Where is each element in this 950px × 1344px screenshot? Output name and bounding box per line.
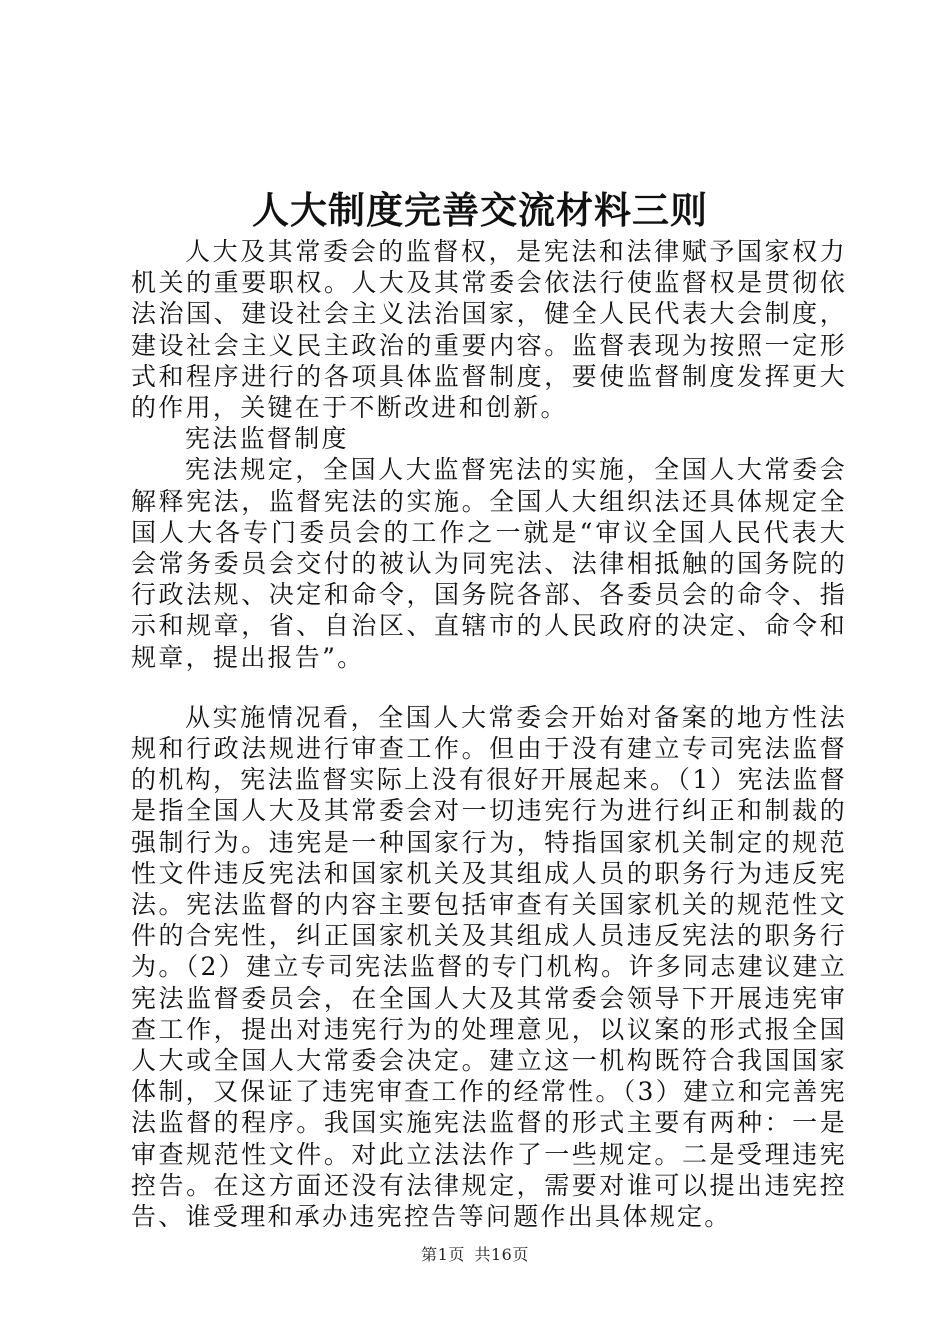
paragraph-intro: 人大及其常委会的监督权，是宪法和法律赋予国家权力机关的重要职权。人大及其常委会依法行使监督权是贯彻依法治国、建设社会主义法治国家，健全人民代表大会制度，建设社会主义民主政治的重要内容。监督表现为按照一定形式和程序进行的各项具体监督制度，要使监督制度发挥更大的作用，关键在于不断改进和创新。 — [131, 237, 847, 423]
document-title: 人大制度完善交流材料三则 — [252, 188, 708, 232]
document-body — [131, 236, 847, 1232]
paragraph-implementation: 从实施情况看，全国人大常委会开始对备案的地方性法规和行政法规进行审查工作。但由于没有建立专司宪法监督的机构，宪法监督实际上没有很好开展起来。（1）宪法监督是指全国人大及其常委会对一切违宪行为进行纠正和制裁的强制行为。违宪是一种国家行为，特指国家机关制定的规范性文件违反宪法和国家机关及其组成人员的职务行为违反宪法。宪法监督的内容主要包括审查有关国家机关的规范性文件的合宪性，纠正国家机关及其组成人员违反宪法的职务行为。（2）建立专司宪法监督的专门机构。许多同志建议建立宪法监督委员会，在全国人大及其常委会领导下开展违宪审查工作，提出对违宪行为的处理意见，以议案的形式报全国人大或全国人大常委会决定。建立这一机构既符合我国国家体制，又保证了违宪审查工作的经常性。（3）建立和完善宪法监督的程序。我国实施宪法监督的形式主要有两种：一是审查规范性文件。对此立法法作了一些规定。二是受理违宪控告。在这方面还没有法律规定，需要对谁可以提出违宪控告、谁受理和承办违宪控告等问题作出具体规定。 — [131, 702, 847, 1232]
paragraph-constitution-provision: 宪法规定，全国人大监督宪法的实施，全国人大常委会解释宪法，监督宪法的实施。全国人大组织法还具体规定全国人大各专门委员会的工作之一就是“审议全国人民代表大会常务委员会交付的被认为同宪法、法律相抵触的国务院的行政法规、决定和命令，国务院各部、各委员会的命令、指示和规章，省、自治区、直辖市的人民政府的决定、命令和规章，提出报告”。 — [131, 455, 847, 672]
page-number: 第1页 — [421, 1245, 465, 1264]
page-total: 共16页 — [474, 1245, 529, 1264]
page-footer — [0, 1242, 950, 1265]
section-heading: 宪法监督制度 — [185, 424, 349, 454]
